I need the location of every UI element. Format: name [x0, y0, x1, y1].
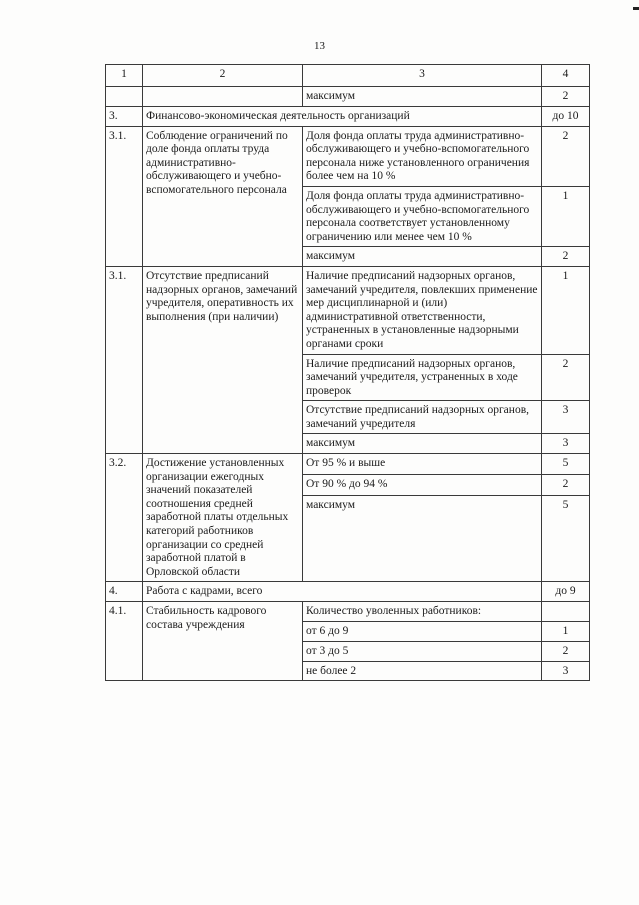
section-row	[106, 106, 590, 126]
criterion-text: Наличие предписаний надзорных органов, замечаний учредителя, повлекших применение мер дисциплинарной и (или) административной ответственности, устраненных в установленные надзорными органами сроки	[303, 266, 542, 354]
scan-corner-mark	[633, 7, 639, 10]
criteria-table	[105, 64, 590, 681]
points-value: 1	[542, 186, 590, 246]
item-number: 3.2.	[106, 454, 143, 582]
table-row	[106, 87, 590, 107]
points-value: 2	[542, 126, 590, 186]
item-number: 3.1.	[106, 266, 143, 453]
indicator-name: Достижение установленных организации ежегодных значений показателей соотношения средней заработной платы отдельных категорий работников организации со средней заработной платой в Орловской области	[143, 454, 303, 582]
criterion-text: от 3 до 5	[303, 642, 542, 662]
points-value: 1	[542, 622, 590, 642]
section-title: Работа с кадрами, всего	[143, 582, 542, 602]
criterion-text: Отсутствие предписаний надзорных органов, замечаний учредителя	[303, 401, 542, 434]
criterion-text: не более 2	[303, 661, 542, 681]
section-number: 4.	[106, 582, 143, 602]
header-col-4: 4	[542, 65, 590, 87]
points-value: до 9	[542, 582, 590, 602]
header-col-1: 1	[106, 65, 143, 87]
indicator-name: Отсутствие предписаний надзорных органов, замечаний учредителя, оперативность их выполнения (при наличии)	[143, 266, 303, 453]
criterion-text: Доля фонда оплаты труда административно-обслуживающего и учебно-вспомогательного персонала соответствует установленному ограничению или менее чем 10 %	[303, 186, 542, 246]
points-value: 1	[542, 266, 590, 354]
points-value: 2	[542, 642, 590, 662]
points-value: 2	[542, 474, 590, 495]
points-value: 2	[542, 87, 590, 107]
points-value: 2	[542, 247, 590, 267]
criterion-text: максимум	[303, 87, 542, 107]
item-number: 4.1.	[106, 602, 143, 681]
points-value: 2	[542, 354, 590, 401]
criterion-text: от 6 до 9	[303, 622, 542, 642]
header-col-3: 3	[303, 65, 542, 87]
points-value: 5	[542, 495, 590, 582]
criterion-text: От 90 % до 94 %	[303, 474, 542, 495]
page-number: 13	[314, 40, 325, 52]
section-title: Финансово-экономическая деятельность организаций	[143, 106, 542, 126]
item-number: 3.1.	[106, 126, 143, 266]
table-row	[106, 602, 590, 622]
table-row	[106, 266, 590, 354]
points-value: 5	[542, 454, 590, 475]
header-col-2: 2	[143, 65, 303, 87]
table-row	[106, 126, 590, 186]
indicator-name: Соблюдение ограничений по доле фонда оплаты труда административно-обслуживающего и учебно-вспомогательного персонала	[143, 126, 303, 266]
points-value	[542, 602, 590, 622]
criterion-text: От 95 % и выше	[303, 454, 542, 475]
criterion-text: максимум	[303, 434, 542, 454]
section-row	[106, 582, 590, 602]
criterion-text: Количество уволенных работников:	[303, 602, 542, 622]
criterion-text: Доля фонда оплаты труда административно-обслуживающего и учебно-вспомогательного персонала ниже установленного ограничения более чем на 10 %	[303, 126, 542, 186]
points-value: 3	[542, 401, 590, 434]
points-value: 3	[542, 434, 590, 454]
criterion-text: максимум	[303, 495, 542, 582]
points-value: до 10	[542, 106, 590, 126]
criterion-text: максимум	[303, 247, 542, 267]
header-row	[106, 65, 590, 87]
section-number: 3.	[106, 106, 143, 126]
indicator-name: Стабильность кадрового состава учреждения	[143, 602, 303, 681]
table-row	[106, 454, 590, 475]
criterion-text: Наличие предписаний надзорных органов, замечаний учредителя, устраненных в ходе проверок	[303, 354, 542, 401]
points-value: 3	[542, 661, 590, 681]
